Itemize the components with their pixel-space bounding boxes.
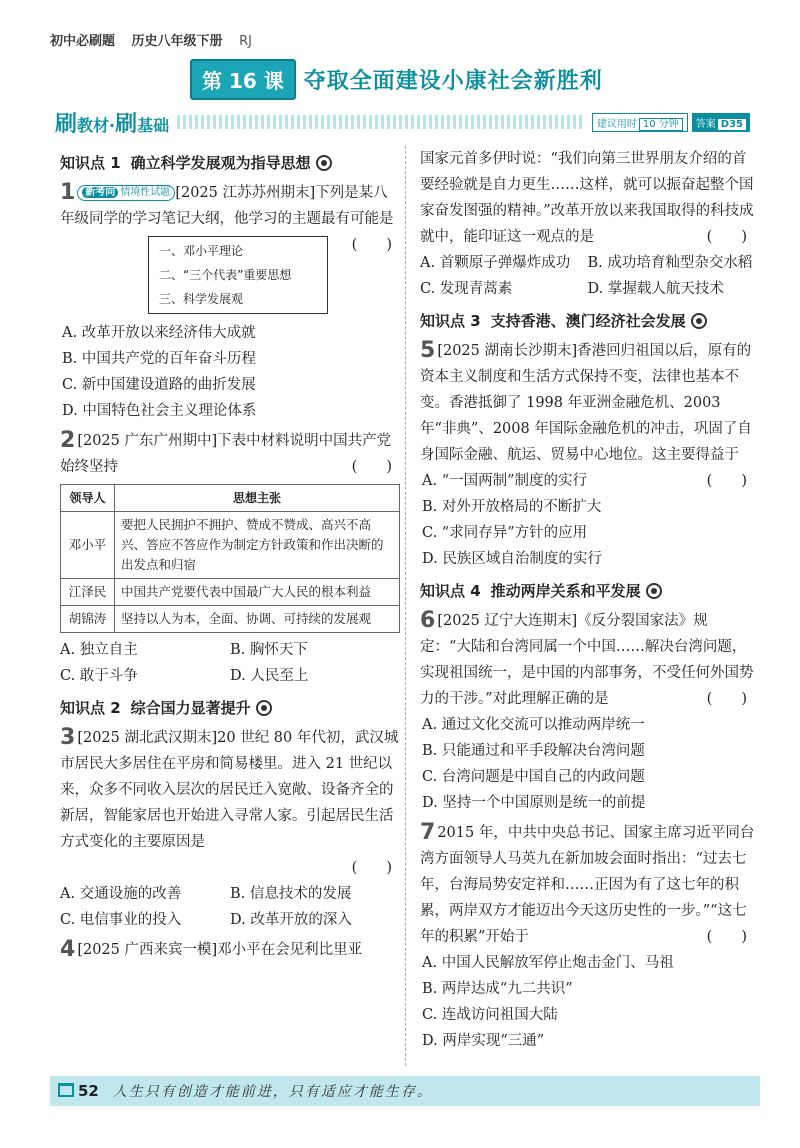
option: B. 成功培育籼型杂交水稻 — [587, 255, 753, 271]
option: A. 首颗原子弹爆炸成功 — [420, 255, 571, 271]
notes-outline: 一、邓小平理论 二、“三个代表”重要思想 三、科学发展观 — [148, 236, 328, 314]
option: D. 坚持一个中国原则是统一的前提 — [422, 795, 646, 811]
options-row — [420, 250, 755, 276]
question-text: [2025 江苏苏州期末]下列是某八年级同学的学习笔记大纲，他学习的主题最有可能是 — [60, 185, 394, 227]
leaders-table: 领导人 思想主张 邓小平 要把人民拥护不拥护、赞成不赞成、高兴不高兴、答应不答应作为制定方针政策和作出决断的出发点和归宿 江泽民 中国共产党要代表中国最广大人民的根本利益 胡锦涛 坚持以人为本，全面、协调、可持续的发展观 — [60, 484, 400, 633]
table-row: 邓小平 要把人民拥护不拥护、赞成不赞成、高兴不高兴、答应不答应作为制定方针政策和作出决断的出发点和归宿 — [61, 512, 400, 579]
question-7: 7 2015 年，中共中央总书记、国家主席习近平同台湾方面领导人马英九在新加坡会面时指出：“过去七年，台海局势安定祥和……正因为有了这七年的积累，两岸双方才能迈出今天这历史性的一步。”“这七年的积累”开始于 ( ) — [420, 820, 755, 945]
question-5: 5 [2025 湖南长沙期末]香港回归祖国以后，原有的资本主义制度和生活方式保持不变，法律也基本不变。香港抵御了 1998 年亚洲金融危机、2003 年“非典”、2008 年国际金融危机的冲击，巩固了自身国际金融、航运、贸易中心地位。这主要得益于 ( ) — [420, 338, 752, 489]
option: D. 中国特色社会主义理论体系 — [62, 403, 257, 419]
answer-page: 答案 D35 — [692, 113, 750, 132]
option: B. 对外开放格局的不断扩大 — [422, 499, 602, 515]
option: A. 通过文化交流可以推动两岸统一 — [422, 717, 645, 733]
left-column — [60, 146, 400, 963]
option: C. 连战访问祖国大陆 — [422, 1007, 558, 1023]
lesson-title-bar — [190, 60, 603, 98]
page-header — [50, 30, 264, 49]
option: D. 民族区域自治制度的实行 — [422, 551, 602, 567]
answer-paren: ( ) — [351, 860, 392, 876]
banner-title: 刷教材·刷基础 — [55, 111, 170, 137]
question-text: [2025 广西来宾一模]邓小平在会见利比里亚 — [77, 942, 363, 958]
book-icon — [58, 1083, 74, 1097]
subject-name: 历史八年级下册 — [131, 34, 223, 49]
option: D. 改革开放的深入 — [230, 912, 352, 928]
option: C. 新中国建设道路的曲折发展 — [62, 377, 256, 393]
target-icon — [691, 313, 707, 329]
lesson-number: 第 16 课 — [190, 59, 296, 100]
table-row: 江泽民 中国共产党要代表中国最广大人民的根本利益 — [61, 579, 400, 606]
right-column — [420, 146, 755, 1054]
new-trend-tag: 新考向 情境性试题 — [77, 185, 175, 201]
column-divider — [405, 146, 406, 1066]
target-icon — [316, 155, 332, 171]
knowledge-point-3: 知识点 3 支持香港、澳门经济社会发展 — [420, 308, 755, 334]
question-text: [2025 广东广州期中]下表中材料说明中国共产党始终坚持 — [60, 433, 392, 475]
lesson-title: 夺取全面建设小康社会新胜利 — [303, 68, 603, 94]
banner-stripes — [177, 115, 584, 129]
option: C. 敢于斗争 — [60, 668, 138, 684]
footer-motto: 人生只有创造才能前进，只有适应才能生存。 — [112, 1084, 433, 1100]
suggested-time: 建议用时 10 分钟 — [592, 113, 688, 132]
option: C. 台湾问题是中国自己的内政问题 — [422, 769, 645, 785]
question-text: 2015 年，中共中央总书记、国家主席习近平同台湾方面领导人马英九在新加坡会面时指出：“过去七年，台海局势安定祥和……正因为有了这七年的积累，两岸双方才能迈出今天这历史性的一步。”“这七年的积累”开始于 — [420, 825, 755, 945]
question-6: 6 [2025 辽宁大连期末]《反分裂国家法》规定：“大陆和台湾同属一个中国……解决台湾问题，实现祖国统一，是中国的内部事务，不受任何外国势力的干涉。”对此理解正确的是 ( ) — [420, 608, 754, 707]
option: B. 中国共产党的百年奋斗历程 — [62, 351, 256, 367]
option: D. 两岸实现“三通” — [422, 1033, 545, 1049]
option: C. “求同存异”方针的应用 — [422, 525, 588, 541]
question-4: 4 [2025 广西来宾一模]邓小平在会见利比里亚 — [60, 937, 363, 962]
option: A. “一国两制”制度的实行 — [422, 473, 588, 489]
options-row — [420, 276, 755, 302]
knowledge-point-2: 知识点 2 综合国力显著提升 — [60, 695, 400, 721]
question-4-continued: 国家元首多伊时说：“我们向第三世界朋友介绍的首要经验就是自力更生……这样，就可以振奋起整个国家奋发图强的精神。”改革开放以来我国取得的科技成就中，能印证这一观点的是 ( ) — [420, 151, 754, 245]
page-number: 52 — [78, 1082, 99, 1100]
section-banner — [55, 106, 750, 138]
options-row — [60, 663, 400, 689]
option: B. 只能通过和平手段解决台湾问题 — [422, 743, 645, 759]
question-text: [2025 辽宁大连期末]《反分裂国家法》规定：“大陆和台湾同属一个中国……解决台湾问题，实现祖国统一，是中国的内部事务，不受任何外国势力的干涉。”对此理解正确的是 — [420, 613, 754, 707]
knowledge-point-1: 知识点 1 确立科学发展观为指导思想 — [60, 150, 400, 176]
options-row — [60, 637, 400, 663]
option: B. 胸怀天下 — [230, 642, 308, 658]
option: C. 电信事业的投入 — [60, 912, 182, 928]
option: D. 人民至上 — [230, 668, 309, 684]
question-3: 3 [2025 湖北武汉期末]20 世纪 80 年代初，武汉城市居民大多居住在平房和简易楼里。进入 21 世纪以来，众多不同收入层次的居民迁入宽敞、设备齐全的新居，智能家居也开始进入寻常人家。引起居民生活方式变化的主要原因是 — [60, 725, 399, 850]
option: B. 两岸达成“九二共识” — [422, 981, 573, 997]
question-2: 2 [2025 广东广州期中]下表中材料说明中国共产党始终坚持 ( ) — [60, 428, 392, 475]
options-row — [60, 881, 400, 907]
option: C. 发现青蒿素 — [420, 281, 513, 297]
question-text: 国家元首多伊时说：“我们向第三世界朋友介绍的首要经验就是自力更生……这样，就可以振奋起整个国家奋发图强的精神。”改革开放以来我国取得的科技成就中，能印证这一观点的是 — [420, 151, 754, 245]
book-name: 初中必刷题 — [50, 34, 116, 49]
option: A. 交通设施的改善 — [60, 886, 182, 902]
option: A. 中国人民解放军停止炮击金门、马祖 — [422, 955, 674, 971]
target-icon — [256, 700, 272, 716]
question-text: [2025 湖北武汉期末]20 世纪 80 年代初，武汉城市居民大多居住在平房和简易楼里。进入 21 世纪以来，众多不同收入层次的居民迁入宽敞、设备齐全的新居，智能家居也开始进入寻常人家。引起居民生活方式变化的主要原因是 — [60, 730, 399, 850]
knowledge-point-4: 知识点 4 推动两岸关系和平发展 — [420, 578, 755, 604]
question-1: 1 新考向 情境性试题 [2025 江苏苏州期末]下列是某八年级同学的学习笔记大纲，他学习的主题最有可能是 ( ) — [60, 180, 394, 253]
page-footer — [50, 1076, 760, 1106]
option: A. 独立自主 — [60, 642, 138, 658]
option: B. 信息技术的发展 — [230, 886, 352, 902]
question-text: [2025 湖南长沙期末]香港回归祖国以后，原有的资本主义制度和生活方式保持不变，法律也基本不变。香港抵御了 1998 年亚洲金融危机、2003 年“非典”、2008 年国际金融危机的冲击，巩固了自身国际金融、航运、贸易中心地位。这主要得益于 — [420, 343, 752, 463]
target-icon — [646, 583, 662, 599]
option: D. 掌握载人航天技术 — [587, 281, 724, 297]
edition-tag: RJ — [239, 34, 252, 49]
options-row — [60, 907, 400, 933]
table-row: 胡锦涛 坚持以人为本，全面、协调、可持续的发展观 — [61, 606, 400, 633]
option: A. 改革开放以来经济伟大成就 — [62, 325, 256, 341]
